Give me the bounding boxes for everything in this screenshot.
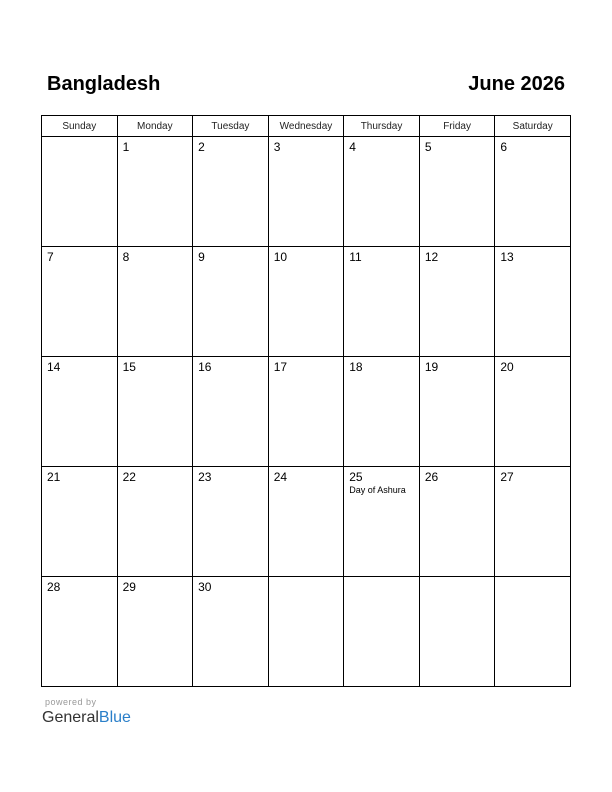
day-cell: [419, 247, 495, 357]
day-cell: [495, 357, 571, 467]
day-event: [118, 484, 193, 485]
day-event: [495, 581, 570, 582]
day-number: 17: [273, 360, 288, 374]
day-cell: [495, 577, 571, 687]
day-cell: [495, 137, 571, 247]
day-cell: [344, 467, 420, 577]
day-cell: [344, 357, 420, 467]
day-cell: [495, 467, 571, 577]
day-event: [495, 154, 570, 155]
logo-text-blue: Blue: [98, 709, 131, 726]
day-event: [118, 154, 193, 155]
day-cell: [419, 467, 495, 577]
day-cell: [344, 577, 420, 687]
footer-branding: [42, 697, 131, 728]
day-cell: [42, 467, 118, 577]
day-number: 20: [500, 360, 514, 374]
day-number: 3: [273, 140, 281, 154]
day-event: [193, 594, 268, 595]
day-cell: [419, 577, 495, 687]
powered-by-label: powered by: [45, 697, 97, 707]
day-event: [118, 594, 193, 595]
day-number: 12: [424, 250, 439, 264]
day-event: [118, 264, 193, 265]
day-event: [420, 484, 495, 485]
day-event: [344, 581, 419, 582]
day-event: [42, 264, 117, 265]
day-event: [420, 581, 495, 582]
week-row: [42, 357, 571, 467]
day-cell: [268, 467, 344, 577]
weekday-header: Sunday: [42, 116, 118, 137]
day-number: 28: [47, 580, 61, 594]
day-event: [420, 374, 495, 375]
day-cell: [495, 247, 571, 357]
day-event: [193, 154, 268, 155]
day-cell: [193, 467, 269, 577]
day-cell: [117, 467, 193, 577]
day-number: 8: [122, 250, 130, 264]
day-cell: [193, 357, 269, 467]
day-cell: [193, 247, 269, 357]
day-cell: [268, 137, 344, 247]
day-number: 26: [424, 470, 439, 484]
week-row: [42, 467, 571, 577]
day-cell: [193, 137, 269, 247]
weekday-header-row: [42, 116, 571, 137]
day-number: 30: [198, 580, 212, 594]
calendar-grid: [41, 115, 571, 687]
day-number: 4: [349, 140, 356, 154]
day-cell: [117, 247, 193, 357]
day-event: [269, 484, 344, 485]
day-event: [344, 154, 419, 155]
day-cell: [42, 577, 118, 687]
day-event: [269, 581, 344, 582]
day-event: [495, 264, 570, 265]
week-row: [42, 137, 571, 247]
day-event: [420, 154, 495, 155]
day-number: 27: [500, 470, 514, 484]
generalblue-logo[interactable]: [42, 708, 131, 728]
day-number: 29: [122, 580, 136, 594]
day-event: [495, 374, 570, 375]
holiday-label: Day of Ashura: [349, 485, 406, 495]
weekday-header: Friday: [419, 116, 495, 137]
day-event: [344, 374, 419, 375]
day-cell: [42, 357, 118, 467]
weekday-header: Monday: [117, 116, 193, 137]
day-cell: [268, 247, 344, 357]
day-number: 24: [273, 470, 288, 484]
day-number: 23: [198, 470, 212, 484]
logo-text-general: General: [42, 709, 99, 726]
day-event: [269, 264, 344, 265]
day-number: 18: [349, 360, 363, 374]
day-number: 19: [424, 360, 439, 374]
day-event: [42, 594, 117, 595]
day-number: 6: [500, 140, 508, 154]
day-event: [495, 484, 570, 485]
day-number: 10: [273, 250, 288, 264]
weekday-header: Thursday: [344, 116, 420, 137]
day-cell: [344, 137, 420, 247]
day-event: [420, 264, 495, 265]
weekday-header: Tuesday: [193, 116, 269, 137]
weekday-header: Saturday: [495, 116, 571, 137]
day-cell: [117, 577, 193, 687]
day-event: [42, 141, 117, 142]
day-cell: [42, 247, 118, 357]
day-number: 1: [122, 140, 130, 154]
day-cell: [193, 577, 269, 687]
weekday-header: Wednesday: [268, 116, 344, 137]
day-event: [42, 484, 117, 485]
day-cell: [419, 137, 495, 247]
day-number: 22: [122, 470, 136, 484]
day-number: 13: [500, 250, 514, 264]
week-row: [42, 577, 571, 687]
day-cell: [117, 137, 193, 247]
day-cell: [268, 577, 344, 687]
day-cell: [419, 357, 495, 467]
day-number: 2: [198, 140, 205, 154]
day-event: [193, 264, 268, 265]
day-cell: [42, 137, 118, 247]
day-event: [42, 374, 117, 375]
day-number: 25: [349, 470, 363, 484]
day-cell: [117, 357, 193, 467]
day-number: 16: [198, 360, 212, 374]
day-cell: [268, 357, 344, 467]
day-event: [118, 374, 193, 375]
day-number: 7: [47, 250, 54, 264]
day-number: 11: [349, 250, 362, 264]
day-event: [193, 374, 268, 375]
day-event: [269, 154, 344, 155]
day-number: 15: [122, 360, 136, 374]
week-row: [42, 247, 571, 357]
day-event: [193, 484, 268, 485]
day-number: 21: [47, 470, 61, 484]
day-cell: [344, 247, 420, 357]
day-number: 14: [47, 360, 61, 374]
day-event: [269, 374, 344, 375]
day-number: 5: [424, 140, 432, 154]
country-title: Bangladesh: [47, 73, 161, 95]
month-year-title: June 2026: [468, 73, 565, 95]
day-number: 9: [198, 250, 205, 264]
day-event: [344, 264, 419, 265]
